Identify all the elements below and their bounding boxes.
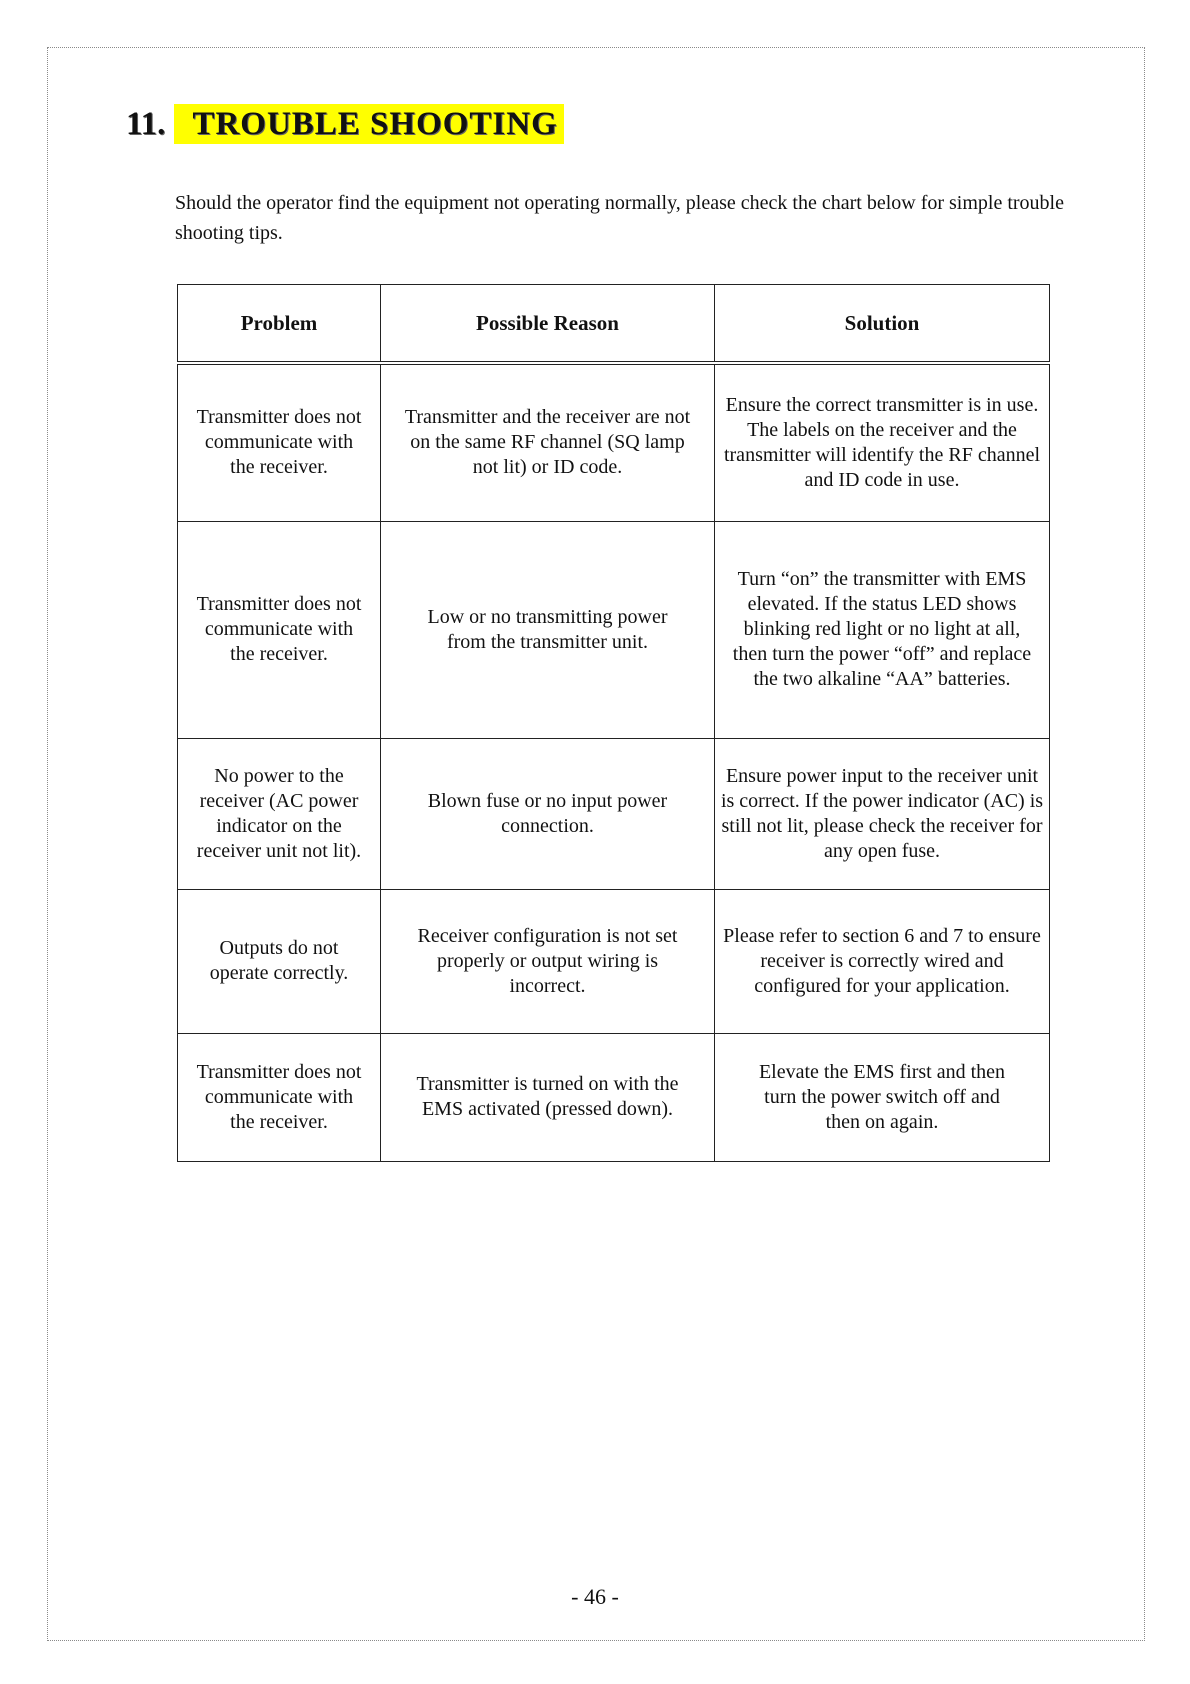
section-number: 11. [126,106,166,142]
table-header-row [178,285,1050,364]
table-row [178,1033,1050,1161]
problem-cell: Transmitter does not communicate with the receiver. [178,521,381,738]
header-solution: Solution [715,285,1050,364]
reason-cell: Low or no transmitting power from the transmitter unit. [381,521,715,738]
troubleshooting-table [177,284,1050,1162]
solution-cell: Ensure power input to the receiver unit is correct. If the power indicator (AC) is still not lit, please check the receiver for any open fuse. [715,738,1050,889]
section-heading [126,104,564,144]
table-row [178,889,1050,1033]
intro-paragraph: Should the operator find the equipment not operating normally, please check the chart below for simple trouble shooting tips. [175,192,1064,244]
reason-cell: Blown fuse or no input power connection. [381,738,715,889]
table-row [178,738,1050,889]
header-possible-reason: Possible Reason [381,285,715,364]
solution-cell: Turn “on” the transmitter with EMS elevated. If the status LED shows blinking red light or no light at all, then turn the power “off” and replace the two alkaline “AA” batteries. [715,521,1050,738]
solution-cell: Ensure the correct transmitter is in use. The labels on the receiver and the transmitter will identify the RF channel and ID code in use. [715,363,1050,521]
problem-cell: Transmitter does not communicate with the receiver. [178,1033,381,1161]
reason-cell: Transmitter and the receiver are not on the same RF channel (SQ lamp not lit) or ID code. [381,363,715,521]
table-row [178,521,1050,738]
page-number: - 46 - [571,1584,619,1609]
reason-cell: Transmitter is turned on with the EMS activated (pressed down). [381,1033,715,1161]
problem-cell: No power to the receiver (AC power indicator on the receiver unit not lit). [178,738,381,889]
problem-cell: Outputs do not operate correctly. [178,889,381,1033]
table-row [178,363,1050,521]
header-problem: Problem [178,285,381,364]
section-title: TROUBLE SHOOTING [174,104,563,144]
solution-cell: Elevate the EMS first and then turn the power switch off and then on again. [715,1033,1050,1161]
problem-cell: Transmitter does not communicate with the receiver. [178,363,381,521]
solution-cell: Please refer to section 6 and 7 to ensure receiver is correctly wired and configured for your application. [715,889,1050,1033]
reason-cell: Receiver configuration is not set properly or output wiring is incorrect. [381,889,715,1033]
